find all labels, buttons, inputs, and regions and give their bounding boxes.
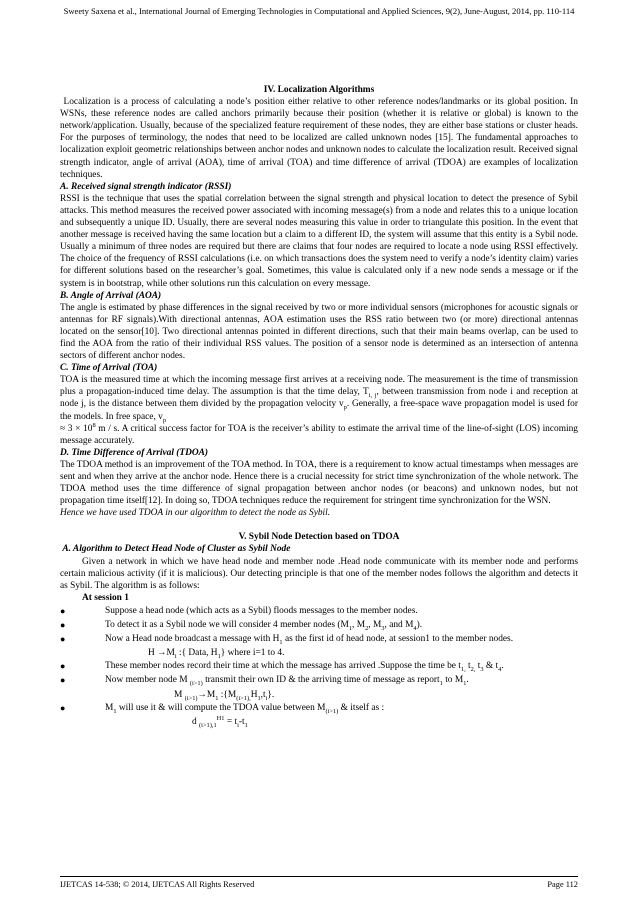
list-item: ● Now member node M $_{(i>1)}$ transmit their own ID & the arriving time of message as report$_1$ to $M_1$. bbox=[60, 675, 469, 688]
page-body bbox=[60, 84, 578, 728]
bullet-icon: ● bbox=[60, 702, 66, 713]
bullet-icon: ● bbox=[60, 634, 66, 645]
subsection-toa-title: C. Time of Arrival (TOA) bbox=[60, 363, 158, 374]
section-4-title: IV. Localization Algorithms bbox=[263, 85, 375, 95]
formula-tdoa: d $_{(i>1),1}^{H1} = t_i-t_1$ bbox=[192, 714, 248, 729]
arrow-right-icon: → bbox=[197, 689, 207, 700]
bullet-icon: ● bbox=[60, 620, 66, 631]
subsection-rssi-title: A. Received signal strength indicator (RSSI) bbox=[60, 181, 232, 192]
list-item: ● $M_1$ will use it & will compute the TDOA value between $M_{(i>1)}$ & itself as : bbox=[60, 702, 385, 715]
bullet-icon: ● bbox=[60, 675, 66, 686]
tdoa-conclusion-note: Hence we have used TDOA in our algorithm to detect the node as Sybil. bbox=[60, 508, 331, 519]
list-item: ● Now a Head node broadcast a message with $H_1$ as the first id of head node, at session1 to the member nodes. bbox=[60, 634, 514, 646]
algorithm-steps bbox=[60, 605, 578, 645]
running-header: Sweety Saxena et al., International Journal of Emerging Technologies in Computational and Applied Sciences, 9(2), June-August, 2014, pp. 110-114 bbox=[63, 6, 575, 16]
list-item: ● These member nodes record their time at which the message has arrived .Suppose the time be $t_{1,}$ $t_{2,}$ $t_3$ & $t_4$. bbox=[60, 661, 504, 674]
algorithm-title: A. Algorithm to Detect Head Node of Cluster as Sybil Node bbox=[62, 544, 291, 555]
subsection-aoa-text: The angle is estimated by phase differences in the signal received by two or more individual sensors (microphones for acoustic signals or antennas for RF signals).With directional antennas, AOA estimation uses the RSS ratio between two (or more) directional antennas located on the sensor[10]. Two directional antennas pointed in different directions, such that their main beams overlap, can be used to find the AOA from the ratio of their individual RSS values. The position of a sensor node is determined as an intersection of antenna sectors of different anchor nodes. bbox=[60, 302, 578, 362]
subsection-toa-text: TOA is the measured time at which the incoming message first arrives at a receiving node. The measurement is the time of transmission plus a propagation-induced time delay. The assumption is that the time delay, $T_{i, j}$, between transmission from node i and reception at node j, is the distance between them divided by the propagation velocity $v_p$. Generally, a free-space wave propagation model is used for the models. In free space, $v_p$ ≈ $3 \times 10^8$ m / s. A critical success factor for TOA is the receiver’s ability to estimate the arrival time of the line-of-sight (LOS) incoming message accurately. bbox=[60, 375, 578, 446]
list-item: ● To detect it as a Sybil node we will consider 4 member nodes ($M_1$, $M_2$, $M_3$, and $M_4$). bbox=[60, 620, 423, 632]
footer-divider bbox=[60, 876, 578, 877]
bullet-icon: ● bbox=[60, 605, 66, 616]
section-5-title: V. Sybil Node Detection based on TDOA bbox=[238, 532, 400, 543]
algorithm-intro: Given a network in which we have head node and member node .Head node communicate with its member node and performs certain malicious activity (if it is malicious). Our detecting principle is that one of the member nodes follows the algorithm and detects it as Sybil. The algorithm is as follows: bbox=[60, 556, 578, 591]
subsection-tdoa-text: The TDOA method is an improvement of the TOA method. In TOA, there is a requirement to know actual timestamps when messages are sent and when they arrive at the anchor node. Hence there is a crucial necessity for strict time synchronization of the whole network. The TDOA method uses the time difference of signal propagation between anchor nodes (or beacons) and unknown nodes, but not propagation time itself[12]. In doing so, TDOA techniques reduce the requirement for stringent time synchronization for the WSN. bbox=[60, 459, 578, 507]
section-4-intro: Localization is a process of calculating a node’s position either relative to other reference nodes/landmarks or its global position. In WSNs, these reference nodes are called anchors primarily because their position (whether it is relative or global) is known to the network/application. Usually, because of the specialized feature requirement of these nodes, they are either base stations or cluster heads. For the purposes of terminology, the nodes that need to be localized are called unknown nodes [15]. The fundamental approaches to localization exploit geometric relationships between anchor nodes and unknown nodes to calculate the localization result. Received signal strength indicator, angle of arrival (AOA), time of arrival (TOA) and time difference of arrival (TDOA) are examples of localization techniques. bbox=[60, 97, 578, 180]
list-item: ● Suppose a head node (which acts as a Sybil) floods messages to the member nodes. bbox=[60, 605, 418, 616]
formula-report: M $_{(i>1)}\to M_1$ $:\{M_{(i>1),}H_1,t_i\}$. bbox=[174, 689, 275, 702]
page-number: Page 112 bbox=[547, 880, 578, 889]
formula-broadcast: $H \to M_i$ :{ Data, $H_1$} where i=1 to 4. bbox=[148, 648, 285, 661]
session-label: At session 1 bbox=[82, 592, 129, 603]
algorithm-steps-continued bbox=[60, 660, 578, 686]
subsection-tdoa-title: D. Time Difference of Arrival (TDOA) bbox=[60, 447, 209, 458]
bullet-icon: ● bbox=[60, 661, 66, 672]
copyright-notice: IJETCAS 14-538; © 2014, IJETCAS All Rights Reserved bbox=[60, 880, 255, 889]
arrow-right-icon: → bbox=[157, 648, 167, 659]
algorithm-steps-final bbox=[60, 702, 578, 714]
subsection-aoa-title: B. Angle of Arrival (AOA) bbox=[60, 290, 162, 301]
subsection-rssi-text: RSSI is the technique that uses the spatial correlation between the signal strength and physical location to detect the presence of Sybil attacks. This method measures the received power associated with incoming message(s) from a node and relates this to a unique location and subsequently a unique ID. Usually, there are several nodes measuring this value in order to triangulate this position. In the event that another message is received having the same location but a claim to a different ID, the system will assume that this entity is a Sybil node. Usually a minimum of three nodes are required but there are claims that four nodes are required to locate a node using RSSI effectively. The choice of the frequency of RSSI calculations (i.e. on which transactions does the system need to verify a node’s identity claim) varies for different solutions based on the researcher’s goal. Sometimes, this value is calculated only if a new node sends a message or if the system is in bootstrap, while other solutions run this calculation on every message. bbox=[60, 193, 578, 289]
